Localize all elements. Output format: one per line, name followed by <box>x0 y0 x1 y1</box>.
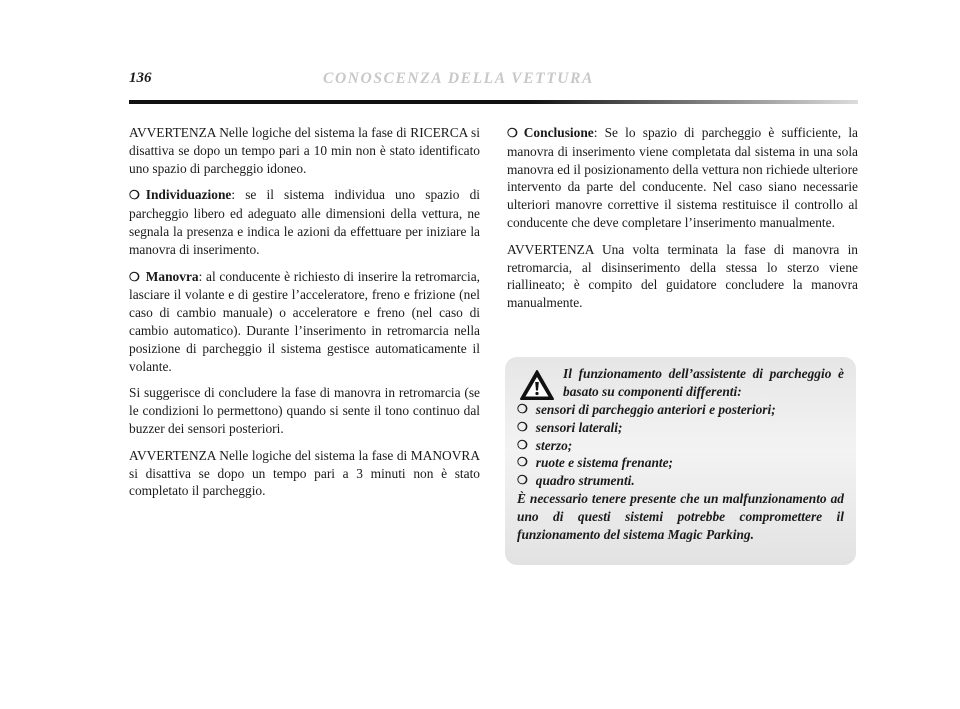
running-title: CONOSCENZA DELLA VETTURA <box>323 70 594 87</box>
list-item-text: ruote e sistema frenante; <box>535 455 674 471</box>
suggestion-paragraph: Si suggerisce di concludere la fase di manovra in retromarcia (se le condizioni lo permettono) quando si sente il tono continuo dal buzzer dei sensori posteriori. <box>129 385 480 436</box>
list-item <box>517 419 844 437</box>
bullet-conclusione <box>507 124 858 232</box>
list-item <box>517 472 844 490</box>
text-manovra: : al conducente è richiesto di inserire la retromarcia, lasciare il volante e di gestire l’acceleratore, freno e frizione (nel caso di cambio manuale) o acceleratore e freno (nel caso di cambio automatico). Durante l’inserimento in retromarcia nella posizione di parcheggio il sistema gestisce automaticamente il volante. <box>129 268 480 374</box>
bullet-icon: ❍ <box>517 437 528 452</box>
component-list <box>517 401 844 490</box>
term-individuazione: Individuazione <box>145 187 232 203</box>
left-column <box>129 124 480 509</box>
warning-paragraph-ricerca: AVVERTENZA Nelle logiche del sistema la fase di RICERCA si disattiva se dopo un tempo pari a 10 min non è stato identificato uno spazio di parcheggio idoneo. <box>129 125 480 176</box>
bullet-icon: ❍ <box>517 419 528 434</box>
right-column <box>507 124 858 321</box>
warning-title: Il funzionamento dell’assistente di parcheggio è basato su componenti differenti: <box>563 366 844 399</box>
list-item <box>517 437 844 455</box>
list-item-text: sensori di parcheggio anteriori e posteriori; <box>535 402 776 417</box>
text-conclusione: : Se lo spazio di parcheggio è sufficiente, la manovra di inserimento viene completata dal sistema in una sola manovra ed il posizionamento della vettura non richiede ulteriore intervento da parte del conducente. Nel caso siano necessarie ulteriori manovre correttive il sistema restituisce il controllo al conducente che deve completare l’inserimento manualmente. <box>507 125 858 230</box>
list-item-text: quadro strumenti. <box>535 473 635 489</box>
list-item <box>517 454 844 472</box>
list-item-text: sterzo; <box>535 437 573 453</box>
bullet-icon: ❍ <box>129 269 140 284</box>
bullet-icon: ❍ <box>517 402 528 416</box>
bullet-manovra <box>129 268 480 376</box>
bullet-icon: ❍ <box>517 455 528 470</box>
warning-paragraph-sterzo: AVVERTENZA Una volta terminata la fase di manovra in retromarcia, al disinserimento della stessa lo sterzo viene riallineato; è compito del guidatore concludere la manovra manualmente. <box>507 241 858 311</box>
text-individuazione: : se il sistema individua uno spazio di parcheggio libero ed adeguato alle dimensioni della vettura, ne segnala la presenza e indica le azioni da effettuare per iniziare la manovra di inserimento. <box>129 187 480 257</box>
page-number: 136 <box>129 70 152 86</box>
warning-note: È necessario tenere presente che un malfunzionamento ad uno di questi sistemi potrebbe compromettere il funzionamento del sistema Magic Parking. <box>517 490 844 542</box>
list-item <box>517 401 844 419</box>
list-item-text: sensori laterali; <box>535 419 623 435</box>
bullet-icon: ❍ <box>129 188 140 203</box>
term-conclusione: Conclusione <box>523 125 594 140</box>
warning-header <box>517 365 844 401</box>
warning-triangle-icon <box>519 369 555 401</box>
bullet-icon: ❍ <box>517 473 528 488</box>
bullet-individuazione <box>129 186 480 258</box>
warning-box <box>505 357 856 565</box>
term-manovra: Manovra <box>145 268 199 284</box>
bullet-icon: ❍ <box>507 126 518 140</box>
header-rule <box>129 100 858 104</box>
warning-paragraph-manovra: AVVERTENZA Nelle logiche del sistema la fase di MANOVRA si disattiva se dopo un tempo pari a 3 minuti non è stato completato il parcheggio. <box>129 447 480 499</box>
